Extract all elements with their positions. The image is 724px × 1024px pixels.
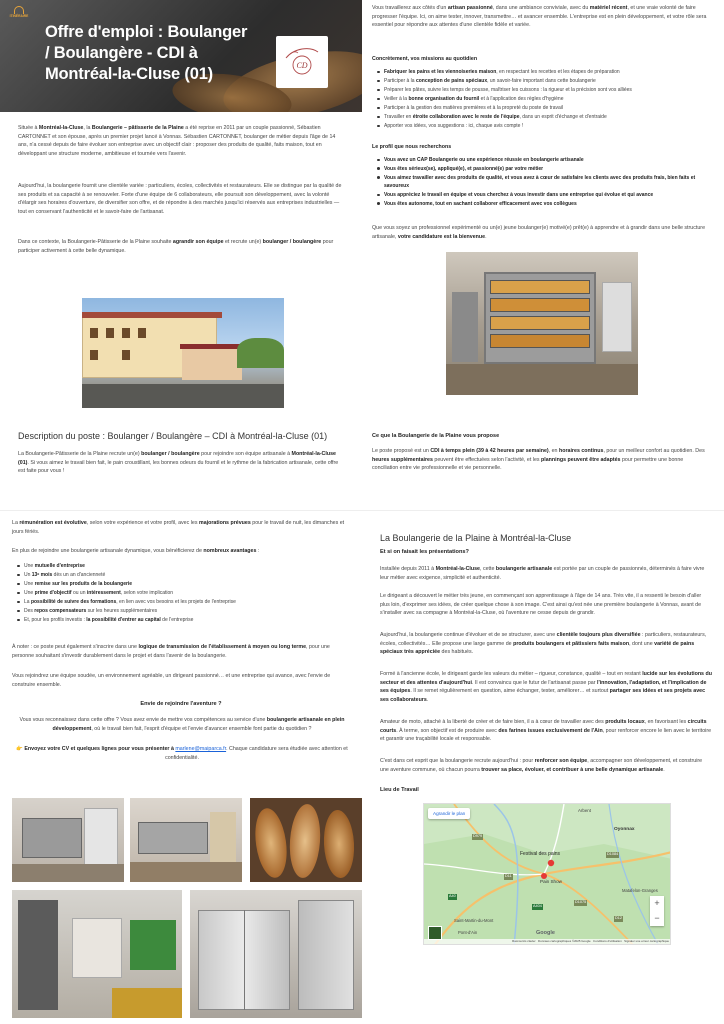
offer-paragraph: Le poste proposé est un CDI à temps plein (39 à 42 heures par semaine), en horaires continus, pour un meilleur confort au quotidien. Des heures supplémentaires peuvent être effectuées selon l'activité, et les plannings peuvent être adaptés pour permettre une bonne conciliation entre vie professionnelle et vie personnelle. xyxy=(372,448,705,472)
list-item: Et, pour les profils investis : la possibilité d'entrer au capital de l'entreprise xyxy=(16,616,346,625)
list-item: Une prime d'objectif ou un intéressement, selon votre implication xyxy=(16,589,346,598)
list-item: Des repos compensateurs sur les heures supplémentaires xyxy=(16,607,346,616)
list-item: Participer à la gestion des matières premières et à la propreté du poste de travail xyxy=(376,104,706,113)
enlarge-map-link[interactable]: Agrandir le plan xyxy=(428,808,470,819)
map-place-label: Pain Show xyxy=(540,879,562,884)
salary-paragraph: La rémunération est évolutive, selon votre expérience et votre profil, avec les majorations prévues pour le travail de nuit, les dimanches et jours fériés. xyxy=(12,520,345,535)
cta-paragraph: Vous vous reconnaissez dans cette offre ? Vous avez envie de mettre vos compétences au service d'une boulangerie artisanale en plein développement, où le travail bien fait, l'esprit d'équipe et l'envie d'avancer ensemble font partie du quotidien ? xyxy=(19,717,345,732)
list-item: Fabriquer les pains et les viennoiseries maison, en respectant les recettes et les étapes de préparation xyxy=(376,68,706,77)
map-pin xyxy=(548,860,554,866)
map-road-label: D1084 xyxy=(607,852,619,856)
benefits-intro: En plus de rejoindre une boulangerie artisanale dynamique, vous bénéficierez de nombreux avantages : xyxy=(12,548,260,554)
profile-closing-paragraph: Que vous soyez un professionnel expérimenté ou un(e) jeune boulanger(e) motivé(e) prêt(e) à apprendre et à grandir dans une belle structure artisanale, votre candidature est la bienvenue. xyxy=(372,225,706,240)
bakery-oven-photo xyxy=(446,252,638,395)
team-environment-paragraph: Vous rejoindrez une équipe soudée, un environnement agréable, un dirigeant passionné… et une entreprise qui avance, avec l'envie de construire ensemble. xyxy=(12,673,331,688)
job-description-title: Description du poste : Boulanger / Boulangère – CDI à Montréal-la-Cluse (01) xyxy=(18,431,328,441)
profile-list xyxy=(376,156,708,209)
bakery-signature-logo xyxy=(276,36,328,88)
presentation-subtitle: Et si on faisait les présentations? xyxy=(380,549,469,555)
map-data-credit: Données cartographiques ©2025 Google xyxy=(538,939,591,943)
keyboard-shortcuts-link[interactable]: Raccourcis clavier xyxy=(512,939,536,943)
list-item: Une remise sur les produits de la boulangerie xyxy=(16,580,346,589)
profile-title: Le profil que nous recherchons xyxy=(372,144,452,150)
bakery-equipment-photo xyxy=(12,890,182,1018)
company-logo: ITINÉRAIRE xyxy=(4,6,34,24)
page-title: Offre d'emploi : Boulanger / Boulangère - CDI à Montréal-la-Cluse (01) xyxy=(45,23,248,84)
zoom-in-button[interactable]: + xyxy=(654,898,660,908)
apply-paragraph: 👉 Envoyez votre CV et quelques lignes pour vous présenter à marlene@maiparca.fr. Chaque candidature sera étudiée avec attention et confidentialité. xyxy=(16,746,348,761)
location-map[interactable] xyxy=(423,803,671,945)
intro-paragraph-3: Dans ce contexte, la Boulangerie-Pâtisserie de la Plaine souhaite agrandir son équipe et recrute un(e) boulanger / boulangère pour participer activement à cette belle dynamique. xyxy=(18,239,334,254)
list-item: Participer à la conception de pains spéciaux, un savoir-faire important dans cette boulangerie xyxy=(376,77,706,86)
map-place-label: Oyonnax xyxy=(614,827,635,832)
list-item: Apporter vos idées, vos suggestions : ici, chaque avis compte ! xyxy=(376,122,706,131)
bakery-paragraph-1: Installée depuis 2011 à Montréal-la-Cluse, cette boulangerie artisanale est portée par un couple de passionnés, déterminés à faire vivre leur métier avec exigence, simplicité et authenticité. xyxy=(380,566,705,581)
list-item: Vous avez un CAP Boulangerie ou une expérience réussie en boulangerie artisanale xyxy=(376,156,708,165)
bakery-paragraph-5: Amateur de moto, attaché à la liberté de créer et de faire bien, il a à cœur de travailler avec des produits locaux, en favorisant les circuits courts. À terme, son objectif est de produire avec des farines issues exclusivement de l'Ain, pour renforcer encore le lien avec le territoire et garantir une traçabilité locale et responsable. xyxy=(380,719,712,743)
list-item: Une mutuelle d'entreprise xyxy=(16,562,346,571)
map-place-label: Matafelon-Granges xyxy=(622,888,658,893)
map-road-label: D1075 xyxy=(575,900,587,904)
section-divider xyxy=(0,510,724,511)
team-paragraph: Vous travaillerez aux côtés d'un artisan passionné, dans une ambiance conviviale, avec du matériel récent, et une vraie volonté de faire progresser l'équipe. Ici, on aime tester, innover, transmettre… et avancer ensemble. L'entreprise est en plein développement, et votre rôle sera essentiel pour répondre aux attentes d'une clientèle fidèle et variée. xyxy=(372,5,707,29)
list-item: Vous êtes autonome, tout en sachant collaborer efficacement avec vos collègues xyxy=(376,200,708,209)
bakery-paragraph-6: C'est dans cet esprit que la boulangerie recrute aujourd'hui : pour renforcer son équipe, accompagner son développement, et construire une aventure commune, où chacun pourra trouver sa place, évoluer, et contribuer à une belle dynamique artisanale. xyxy=(380,758,703,773)
cold-room-photo xyxy=(190,890,362,1018)
svg-text:CD: CD xyxy=(296,61,308,70)
list-item: Préparer les pâtes, suivre les temps de pousse, maîtriser les cuissons : la rigueur et la précision sont vos alliées xyxy=(376,86,706,95)
bakery-paragraph-4: Formé à l'ancienne école, le dirigeant garde les valeurs du métier – rigueur, constance, qualité – tout en restant lucide sur les évolutions du secteur et des attentes d'aujourd'hui. Il est convaincu que le futur de l'artisanat passe par l'innovation, l'adaptation, et l'implication de ses équipes. Il se remet régulièrement en question, aime échanger, tester, améliorer… et surtout partager ses idées et ses projets avec ses collaborateurs. xyxy=(380,671,712,703)
pointing-hand-icon: 👉 xyxy=(16,746,23,752)
bread-loaves-photo xyxy=(250,798,362,882)
contact-email-link[interactable]: marlene@maiparca.fr xyxy=(175,746,227,752)
map-road-label: A404 xyxy=(533,904,542,908)
bakery-storefront-photo xyxy=(82,298,284,408)
terms-link[interactable]: Conditions d'utilisation xyxy=(593,939,622,943)
map-road-label: D979 xyxy=(473,834,483,838)
map-place-label: Festival des pains xyxy=(520,851,561,857)
zoom-out-button[interactable]: − xyxy=(654,913,660,923)
list-item: Un 13ᵉ mois dès un an d'ancienneté xyxy=(16,571,346,580)
offer-title: Ce que la Boulangerie de la Plaine vous propose xyxy=(372,433,500,439)
intro-paragraph-1: Située à Montréal-la-Cluse, la Boulangerie – pâtisserie de la Plaine a été reprise en 2011 par un couple passionné, Sébastien CARTONNET et son épouse, après un premier projet lancé à Vonnas. Sébastien CARTONNET, boulanger de métier depuis l'âge de 14 ans, n'a cessé depuis de faire évoluer son entreprise avec un objectif clair : proposer des produits de qualité, faits maison, tout en développant une structure moderne, ambitieuse et tournée vers l'avenir. xyxy=(18,125,336,157)
bakery-paragraph-2: Le dirigeant a découvert le métier très jeune, en commençant son apprentissage à l'âge de 14 ans. Très vite, il a ressenti le besoin d'aller plus loin, d'exprimer ses idées, de créer quelque chose à son image. C'est ainsi qu'est née une première boulangerie à Vonnas, avant de s'installer avec sa compagne à Montréal-la-Cluse, où l'aventure ne cesse depuis de grandir. xyxy=(380,593,702,617)
transmission-note: À noter : ce poste peut également s'inscrire dans une logique de transmission de l'établissement à moyen ou long terme, pour une personne souhaitant s'investir durablement dans le projet et dans l'avenir de la boulangerie. xyxy=(12,644,330,659)
google-logo: Google xyxy=(536,930,555,937)
cta-title: Envie de rejoindre l'aventure ? xyxy=(140,701,222,707)
bakery-workshop-photo-2 xyxy=(130,798,242,882)
map-place-label: Arbent xyxy=(578,808,591,813)
report-error-link[interactable]: Signaler une erreur cartographique xyxy=(624,939,669,943)
list-item: Vous êtes sérieux(se), appliqué(e), et passionné(e) par votre métier xyxy=(376,165,708,174)
map-layer-thumbnail[interactable] xyxy=(428,926,442,940)
list-item: La possibilité de suivre des formations, en lien avec vos besoins et les projets de l'entreprise xyxy=(16,598,346,607)
map-place-label: Pont-d'Ain xyxy=(458,930,478,935)
map-zoom-control xyxy=(650,896,664,926)
benefits-list xyxy=(16,562,346,625)
job-description-paragraph: La Boulangerie-Pâtisserie de la Plaine recrute un(e) boulanger / boulangère pour rejoindre son équipe artisanale à Montréal-la-Cluse (01). Si vous aimez le travail bien fait, le pain croustillant, les bonnes odeurs du fournil et le rythme de la fabrication artisanale, cette offre est faite pour vous ! xyxy=(18,451,339,475)
bakery-paragraph-3: Aujourd'hui, la boulangerie continue d'évoluer et de se structurer, avec une clientèle toujours plus diversifiée : particuliers, restaurateurs, écoles, collectivités… Elle propose une large gamme de produits boulangers et pâtissiers faits maison, dont une variété de pains spéciaux très appréciée des habitués. xyxy=(380,632,707,656)
list-item: Veiller à la bonne organisation du fournil et à l'application des règles d'hygiène xyxy=(376,95,706,104)
missions-title: Concrètement, vos missions au quotidien xyxy=(372,56,478,62)
list-item: Vous aimez travailler avec des produits de qualité, et vous avez à cœur de satisfaire les clients avec des produits frais, bien faits et savoureux xyxy=(376,174,708,192)
list-item: Travailler en étroite collaboration avec le reste de l'équipe, dans un esprit d'échange et d'entraide xyxy=(376,113,706,122)
bakery-section-title: La Boulangerie de la Plaine à Montréal-la-Cluse xyxy=(380,533,572,543)
bakery-workshop-photo-1 xyxy=(12,798,124,882)
missions-list xyxy=(376,68,706,131)
map-road-label: A40 xyxy=(449,894,456,898)
workplace-title: Lieu de Travail xyxy=(380,787,419,793)
intro-paragraph-2: Aujourd'hui, la boulangerie fournit une clientèle variée : particuliers, écoles, collectivités et restaurateurs. Elle se distingue par la qualité de ses produits et sa capacité à se renouveler. Forte d'une équipe de 6 collaborateurs, elle poursuit son développement, avec la volonté d'élargir ses horaires d'ouverture, de diversifier son offre, et de répondre à des marchés jusqu'ici réservés aux entreprises industrielles — tout en conservant l'authenticité et le savoir-faire de l'artisanat. xyxy=(18,183,342,215)
map-footer xyxy=(424,939,671,944)
list-item: Vous appréciez le travail en équipe et vous cherchez à vous investir dans une entreprise qui évolue et qui avance xyxy=(376,191,708,200)
map-place-label: Saint-Martin-du-Mont xyxy=(454,918,494,923)
map-road-label: D11 xyxy=(505,874,512,878)
map-road-label: D12 xyxy=(615,916,622,920)
